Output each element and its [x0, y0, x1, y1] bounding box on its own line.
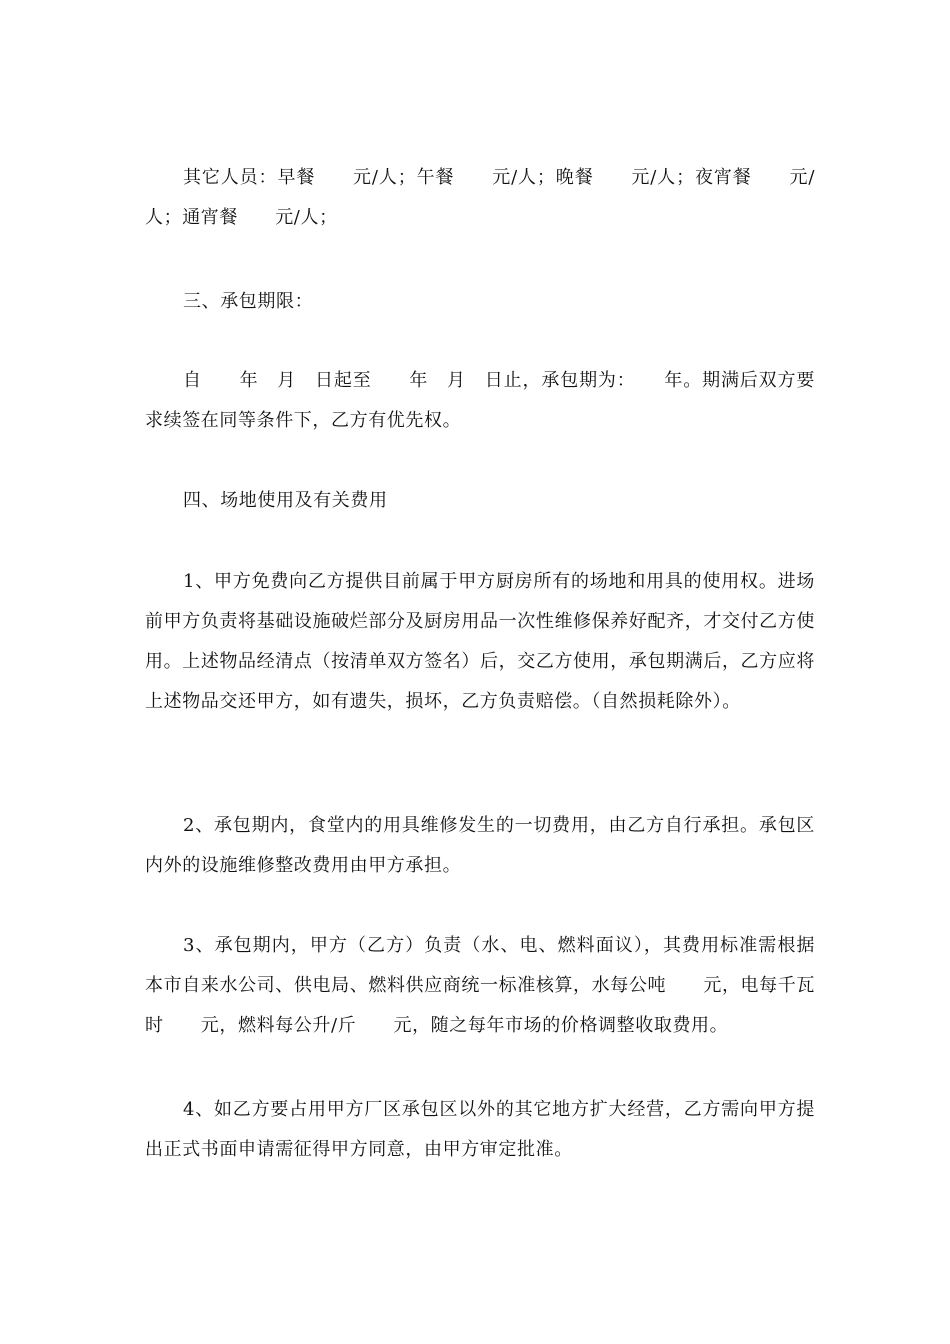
paragraph-contract-period: 自 年 月 日起至 年 月 日止，承包期为： 年。期满后双方要求续签在同等条件下，乙方有优先权。: [145, 370, 815, 431]
section-heading-site-use-fees: 四、场地使用及有关费用: [183, 490, 388, 511]
section-heading-contract-term: 三、承包期限：: [183, 291, 314, 312]
paragraph-clause-4: 4、如乙方要占用甲方厂区承包区以外的其它地方扩大经营，乙方需向甲方提出正式书面申请需征得甲方同意，由甲方审定批准。: [145, 1099, 815, 1160]
paragraph-clause-1: 1、甲方免费向乙方提供目前属于甲方厨房所有的场地和用具的使用权。进场前甲方负责将基础设施破烂部分及厨房用品一次性维修保养好配齐，才交付乙方使用。上述物品经清点（按清单双方签名）后，交乙方使用，承包期满后，乙方应将上述物品交还甲方，如有遗失，损坏，乙方负责赔偿。（自然损耗除外）。: [145, 571, 815, 712]
paragraph-meal-prices: 其它人员：早餐 元/人；午餐 元/人；晚餐 元/人；夜宵餐 元/人；通宵餐 元/人；: [145, 167, 815, 228]
paragraph-clause-3: 3、承包期内，甲方（乙方）负责（水、电、燃料面议），其费用标准需根据本市自来水公司、供电局、燃料供应商统一标准核算，水每公吨 元，电每千瓦时 元，燃料每公升/斤 元，随之每年市场的价格调整收取费用。: [145, 935, 815, 1036]
paragraph-clause-2: 2、承包期内，食堂内的用具维修发生的一切费用，由乙方自行承担。承包区内外的设施维修整改费用由甲方承担。: [145, 815, 815, 876]
